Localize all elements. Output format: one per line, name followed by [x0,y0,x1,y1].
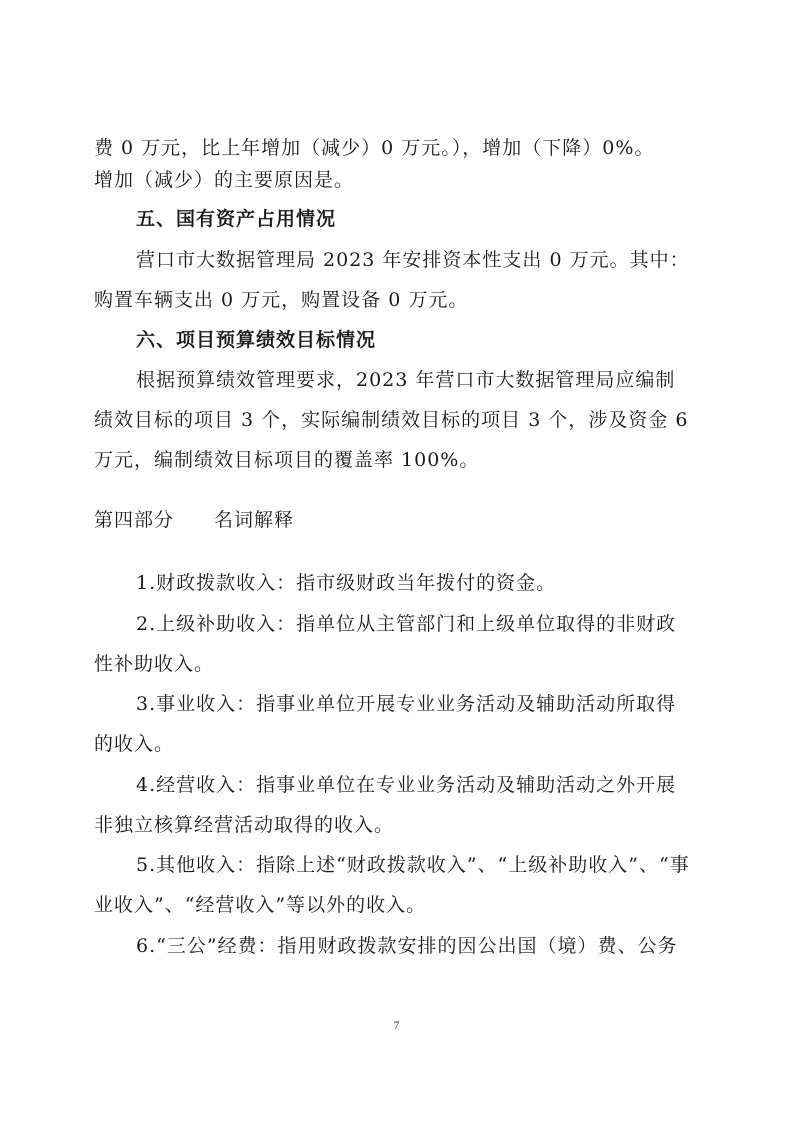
page-number: 7 [393,1018,400,1032]
paragraph-line: 万元，编制绩效目标项目的覆盖率 100%。 [94,449,480,471]
term-item: 2.上级补助收入：指单位从主管部门和上级单位取得的非财政 [136,613,677,635]
part-number: 第四部分 [94,509,175,531]
term-item: 3.事业收入：指事业单位开展专业业务活动及辅助活动所取得 [136,693,677,715]
paragraph-line: 营口市大数据管理局 2023 年安排资本性支出 0 万元。其中： [136,249,690,271]
section-heading-state-assets: 五、国有资产占用情况 [136,208,337,230]
paragraph-line: 购置车辆支出 0 万元，购置设备 0 万元。 [94,289,469,311]
term-item-continuation: 业收入”、“经营收入”等以外的收入。 [94,894,427,916]
term-item: 1.财政拨款收入：指市级财政当年拨付的资金。 [136,572,557,594]
term-item: 5.其他收入：指除上述“财政拨款收入”、“上级补助收入”、“事 [136,854,690,876]
paragraph-line: 根据预算绩效管理要求，2023 年营口市大数据管理局应编制 [136,369,676,391]
term-item: 6.“三公”经费：指用财政拨款安排的因公出国（境）费、公务 [136,935,678,957]
part-heading [94,500,714,540]
paragraph-line: 绩效目标的项目 3 个，实际编制绩效目标的项目 3 个，涉及资金 6 [94,409,689,431]
paragraph-line: 增加（减少）的主要原因是。 [94,169,355,191]
term-item-continuation: 性补助收入。 [94,653,215,675]
term-item-continuation: 的收入。 [94,733,175,755]
part-title: 名词解释 [214,509,295,531]
term-item: 4.经营收入：指事业单位在专业业务活动及辅助活动之外开展 [136,774,677,796]
section-heading-performance-goals: 六、项目预算绩效目标情况 [136,329,377,351]
term-item-continuation: 非独立核算经营活动取得的收入。 [94,814,395,836]
paragraph-line: 费 0 万元，比上年增加（减少）0 万元。），增加（下降）0%。 [94,137,655,159]
